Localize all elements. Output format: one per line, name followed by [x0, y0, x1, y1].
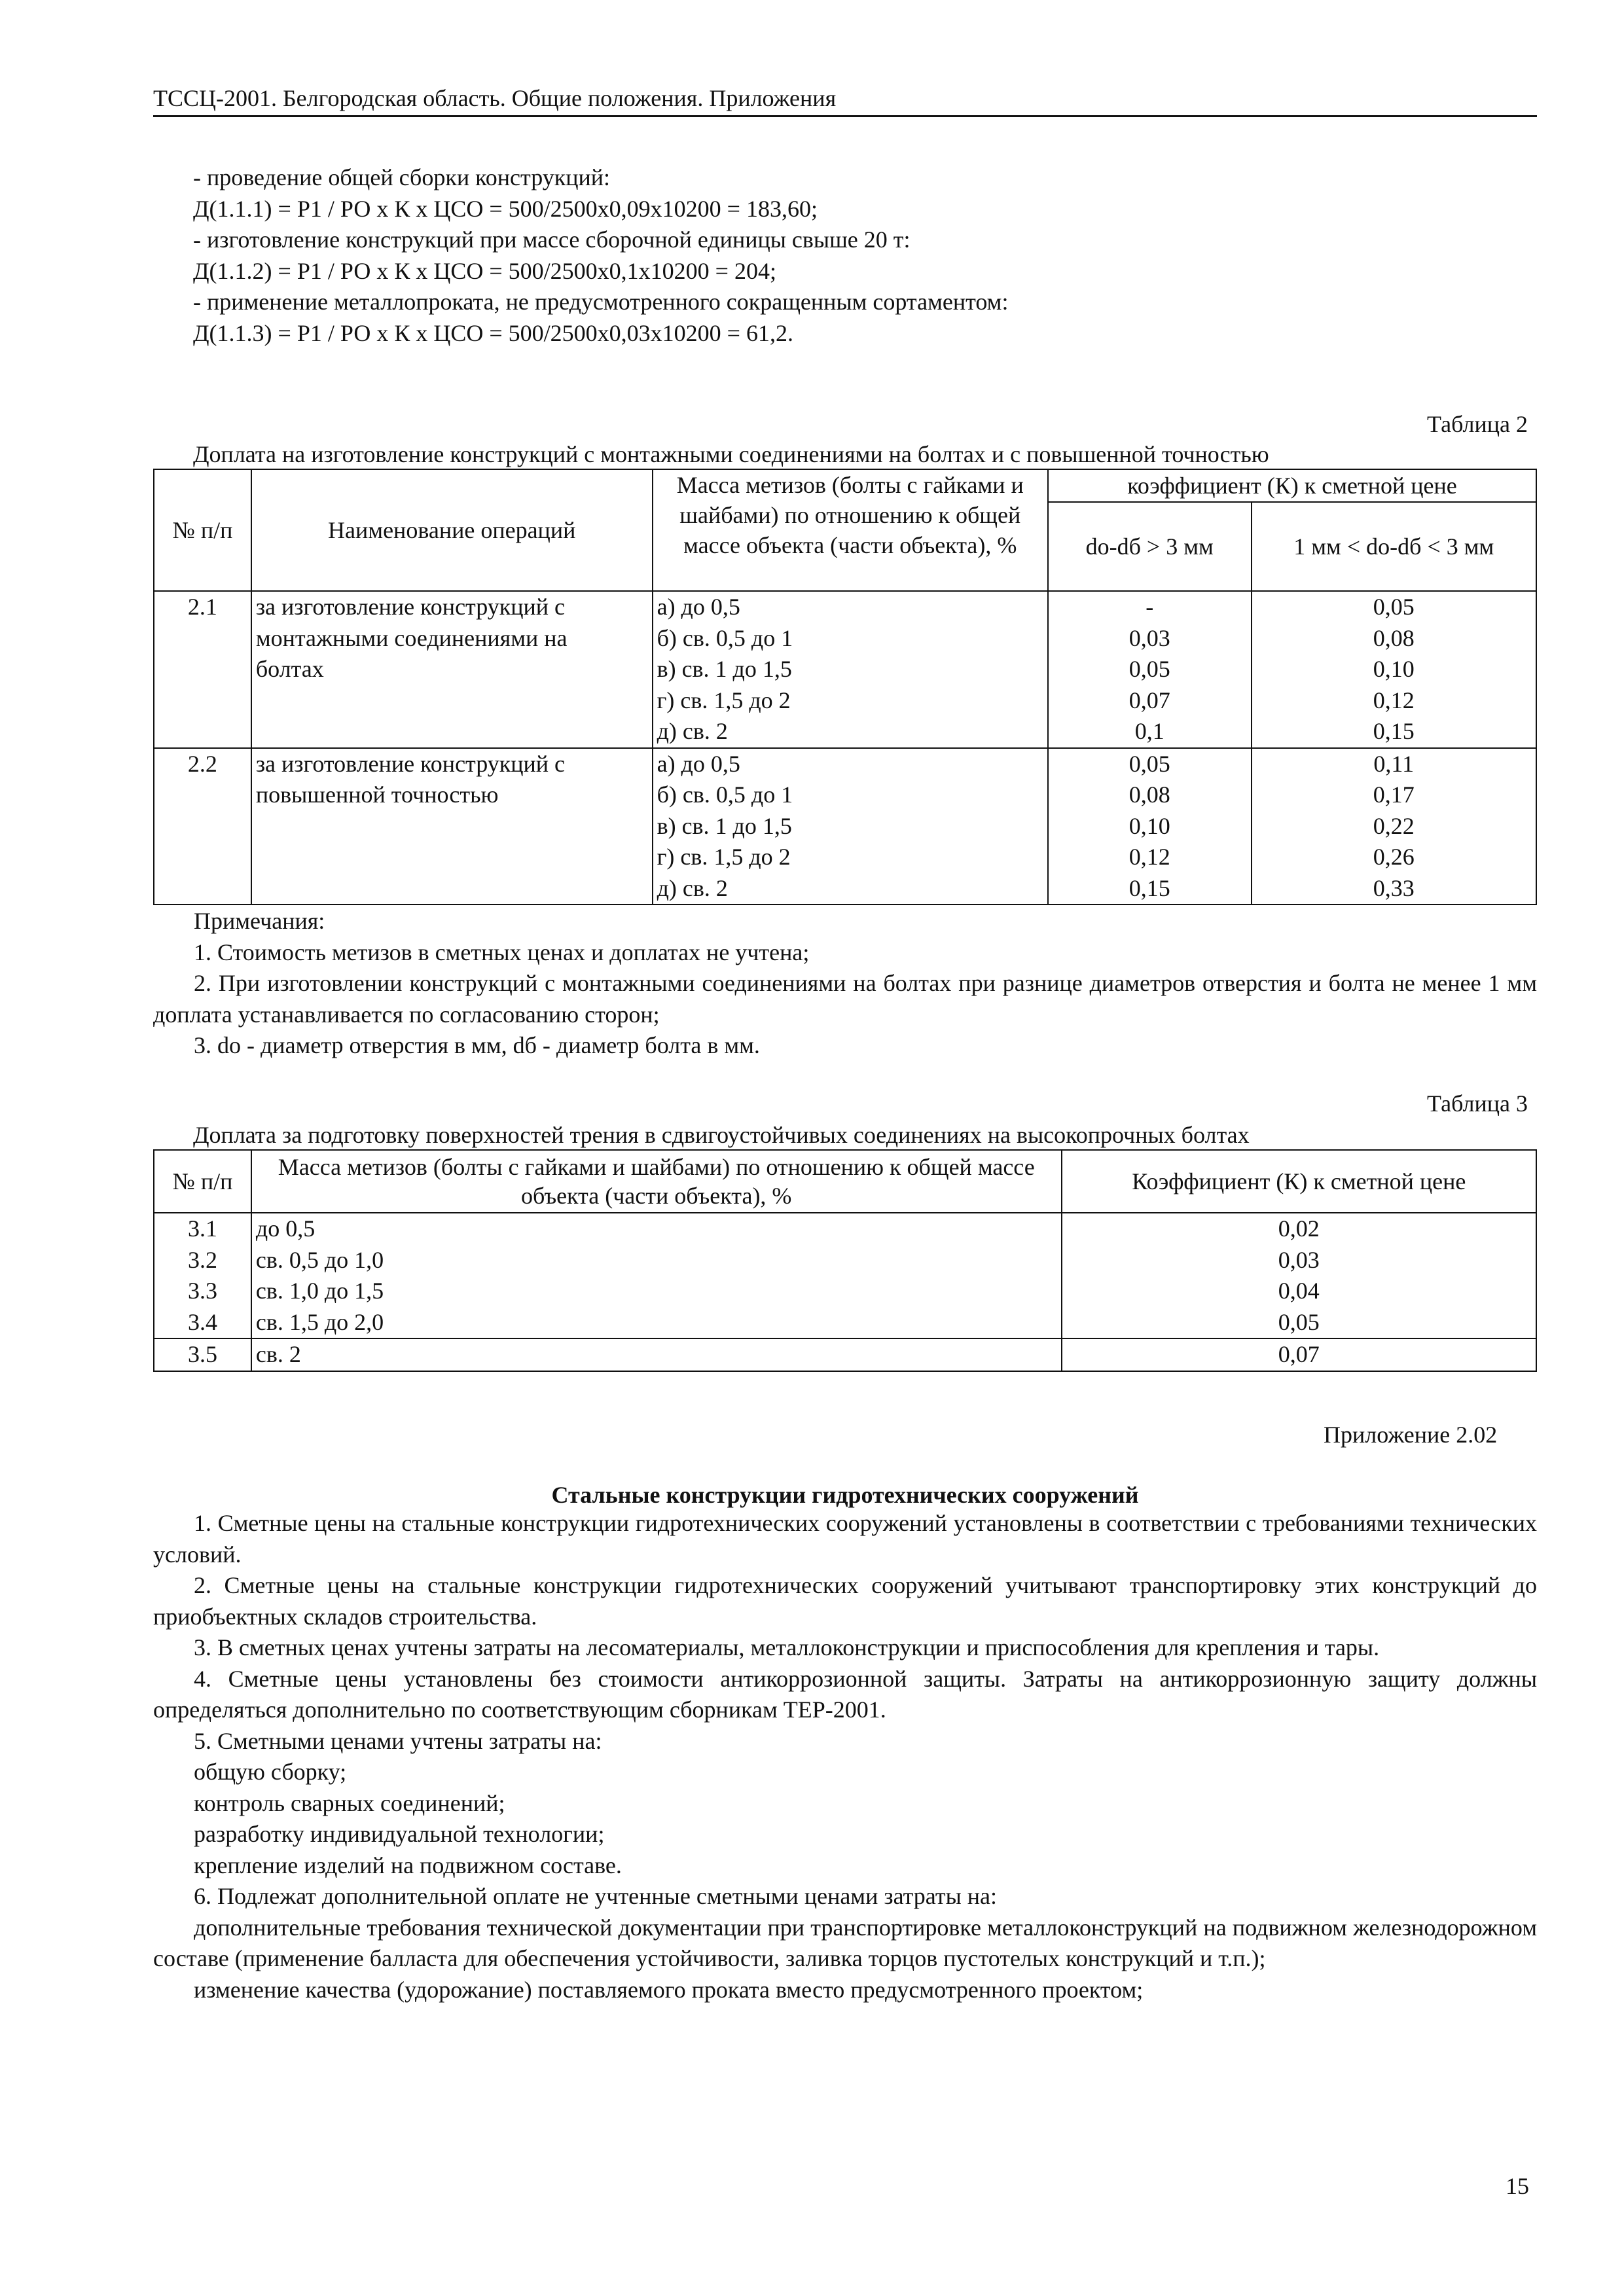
- appendix-p6: 6. Подлежат дополнительной оплате не учтенные сметными ценами затраты на:: [194, 1883, 998, 1909]
- table-row: [154, 1213, 1536, 1338]
- intro-line: - изготовление конструкций при массе сборочной единицы свыше 20 т:: [193, 226, 911, 253]
- table-row: [154, 591, 1536, 748]
- table2-head-col-b: 1 мм < dо-dб < 3 мм: [1252, 502, 1536, 591]
- table2-row2-mass: а) до 0,5 б) св. 0,5 до 1 в) св. 1 до 1,5 г) св. 1,5 до 2 д) св. 2: [653, 748, 1048, 905]
- table2-row1-num: 2.1: [154, 591, 251, 748]
- list-item: контроль сварных соединений;: [194, 1789, 505, 1816]
- table3-row5-num: 3.5: [154, 1338, 251, 1371]
- table2-notes: [153, 906, 1537, 1062]
- table2-row2-name: за изготовление конструкций с повышенной точностью: [251, 748, 653, 905]
- page-number: 15: [1506, 2173, 1529, 2199]
- appendix-p3: 3. В сметных ценах учтены затраты на лесоматериалы, металлоконструкции и приспособления для крепления и тары.: [194, 1634, 1380, 1660]
- table3-row5-coef: 0,07: [1062, 1338, 1536, 1371]
- table2-row1-col-b: 0,05 0,08 0,10 0,12 0,15: [1252, 591, 1536, 748]
- intro-line: - применение металлопроката, не предусмотренного сокращенным сортаментом:: [193, 289, 1009, 315]
- note-1: 1. Стоимость метизов в сметных ценах и доплатах не учтена;: [194, 939, 810, 965]
- table2-row2-col-a: 0,05 0,08 0,10 0,12 0,15: [1048, 748, 1252, 905]
- intro-line: Д(1.1.3) = Р1 / РО х К х ЦСО = 500/2500х0,03х10200 = 61,2.: [193, 319, 793, 346]
- table2-head-name: Наименование операций: [251, 469, 653, 591]
- table2-head-coef: коэффициент (К) к сметной цене: [1048, 469, 1536, 502]
- table3-label: Таблица 3: [1427, 1090, 1528, 1117]
- table3-num-col: 3.1 3.2 3.3 3.4: [154, 1213, 251, 1338]
- note-3: 3. dо - диаметр отверстия в мм, dб - диаметр болта в мм.: [194, 1032, 760, 1058]
- table3-head-mass: Масса метизов (болты с гайками и шайбами) по отношению к общей массе объекта (части объекта), %: [251, 1150, 1062, 1213]
- table2-label: Таблица 2: [1427, 411, 1528, 437]
- table3-head-num: № п/п: [154, 1150, 251, 1213]
- table3-coef-col: 0,02 0,03 0,04 0,05: [1062, 1213, 1536, 1338]
- appendix-p4: 4. Сметные цены установлены без стоимости антикоррозионной защиты. Затраты на антикоррозионную защиту должны определяться дополнительно по соответствующим сборникам ТЕР-2001.: [153, 1665, 1537, 1723]
- table2-row1-name: за изготовление конструкций с монтажными соединениями на болтах: [251, 591, 653, 748]
- table2-head-mass: Масса метизов (болты с гайками и шайбами) по отношению к общей массе объекта (части объекта), %: [653, 469, 1048, 591]
- appendix-p2: 2. Сметные цены на стальные конструкции гидротехнических сооружений учитывают транспортировку этих конструкций до приобъектных складов строительства.: [153, 1572, 1537, 1630]
- list-item: разработку индивидуальной технологии;: [194, 1821, 605, 1847]
- table3: [153, 1149, 1537, 1372]
- appendix-p6-a: дополнительные требования технической документации при транспортировке металлоконструкций на подвижном железнодорожном составе (применение балласта для обеспечения устойчивости, заливка торцов пустотелых конструкций и т.п.);: [153, 1914, 1537, 1971]
- table3-caption: Доплата за подготовку поверхностей трения в сдвигоустойчивых соединениях на высокопрочных болтах: [193, 1122, 1250, 1148]
- table2-caption: Доплата на изготовление конструкций с монтажными соединениями на болтах и с повышенной точностью: [193, 441, 1269, 467]
- table2-head-num: № п/п: [154, 469, 251, 591]
- table2-row2-col-b: 0,11 0,17 0,22 0,26 0,33: [1252, 748, 1536, 905]
- appendix-p5: 5. Сметными ценами учтены затраты на:: [194, 1727, 602, 1754]
- table3-head-coef: Коэффициент (К) к сметной цене: [1062, 1150, 1536, 1213]
- appendix-title: Стальные конструкции гидротехнических сооружений: [551, 1482, 1139, 1508]
- table2: [153, 469, 1537, 905]
- table-row: [154, 748, 1536, 905]
- appendix-p6-b: изменение качества (удорожание) поставляемого проката вместо предусмотренного проектом;: [194, 1976, 1144, 2003]
- table2-row2-num: 2.2: [154, 748, 251, 905]
- intro-line: - проведение общей сборки конструкций:: [193, 164, 611, 190]
- appendix-p1: 1. Сметные цены на стальные конструкции гидротехнических сооружений установлены в соответствии с требованиями технических условий.: [153, 1510, 1537, 1568]
- running-header: ТССЦ-2001. Белгородская область. Общие положения. Приложения: [153, 84, 1537, 117]
- table-row: [154, 1338, 1536, 1371]
- notes-title: Примечания:: [194, 908, 325, 934]
- intro-block: [193, 162, 1535, 349]
- table2-row1-mass: а) до 0,5 б) св. 0,5 до 1 в) св. 1 до 1,5 г) св. 1,5 до 2 д) св. 2: [653, 591, 1048, 748]
- note-2: 2. При изготовлении конструкций с монтажными соединениями на болтах при разнице диаметров отверстия и болта не менее 1 мм доплата устанавливается по согласованию сторон;: [153, 970, 1537, 1028]
- intro-line: Д(1.1.1) = Р1 / РО х К х ЦСО = 500/2500х0,09х10200 = 183,60;: [193, 195, 818, 222]
- table2-row1-col-a: - 0,03 0,05 0,07 0,1: [1048, 591, 1252, 748]
- list-item: общую сборку;: [194, 1759, 347, 1785]
- appendix-body: [153, 1508, 1537, 2005]
- table3-mass-col: до 0,5 св. 0,5 до 1,0 св. 1,0 до 1,5 св. 1,5 до 2,0: [251, 1213, 1062, 1338]
- list-item: крепление изделий на подвижном составе.: [194, 1852, 622, 1878]
- table3-row5-mass: св. 2: [251, 1338, 1062, 1371]
- table2-head-col-a: dо-dб > 3 мм: [1048, 502, 1252, 591]
- appendix-label: Приложение 2.02: [1324, 1422, 1498, 1448]
- intro-line: Д(1.1.2) = Р1 / РО х К х ЦСО = 500/2500х0,1х10200 = 204;: [193, 257, 776, 284]
